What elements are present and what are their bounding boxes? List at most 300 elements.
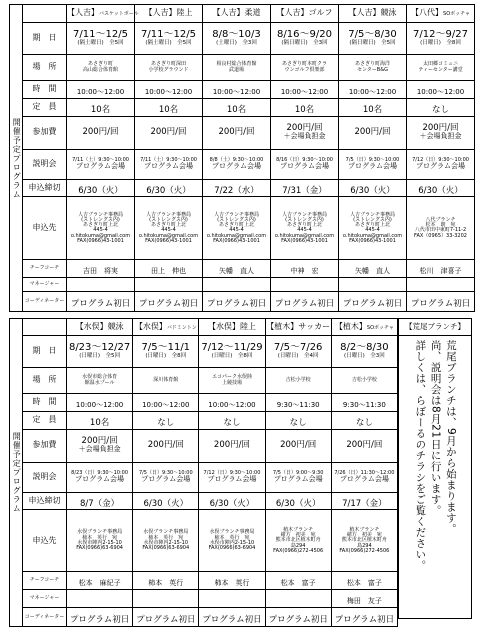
capacity-value: なし — [355, 417, 373, 428]
deadline-cell — [199, 492, 265, 510]
row-label-period: 期 日 — [23, 23, 67, 55]
apply-line: 445-4 — [93, 227, 108, 234]
briefing-cell — [265, 462, 331, 492]
place-cell — [339, 55, 407, 81]
apply-email: o.hitokuma@gmail.com — [206, 232, 267, 239]
period-cell — [339, 23, 407, 55]
deadline-value: 7/22（水） — [214, 185, 259, 196]
chief-coach-cell — [339, 260, 407, 278]
capacity-value: 10名 — [89, 417, 110, 428]
program-header — [133, 319, 199, 336]
fee-cell — [331, 429, 397, 462]
period-cell — [135, 23, 203, 55]
place-line: あさぎり町 — [87, 61, 113, 68]
time-value: 10:00～12:00 — [142, 401, 190, 409]
capacity-cell — [265, 411, 331, 429]
fee-line: 200円/回 — [150, 127, 187, 138]
chief-coach-name: 松川 津喜子 — [419, 267, 462, 276]
row-manager — [10, 590, 398, 608]
period-range: 7/11～12/5 — [73, 29, 128, 41]
time-value: 10:00～12:00 — [416, 88, 465, 96]
place-line: 水俣市総合体育 — [82, 374, 118, 381]
apply-line: (ストレングス内) — [81, 216, 120, 223]
program-header — [203, 5, 271, 23]
apply-line: 熊本市北区植木町舟 — [275, 537, 321, 544]
briefing-date: 7/11（土）9:30～10:00 — [72, 156, 129, 163]
briefing-venue: プログラム会場 — [207, 475, 257, 484]
apply-line: 柿本 英行 宛 — [82, 534, 118, 541]
apply-line: 人吉ブランチ事務局 — [281, 211, 327, 218]
row-fee — [10, 116, 475, 149]
briefing-cell — [133, 462, 199, 492]
briefing-venue: プログラム会場 — [348, 162, 397, 171]
program-header — [199, 319, 265, 336]
apply-line: 柿本 英行 宛 — [214, 534, 250, 541]
place-line: 吉松小学校 — [285, 376, 311, 383]
conditioning-value: プログラム初日 — [334, 614, 395, 625]
time-cell — [67, 81, 135, 99]
time-value: 10:00～12:00 — [144, 88, 193, 96]
corner-cell — [23, 5, 67, 23]
row-deadline — [10, 179, 475, 197]
period-days: (日曜日) 全4回 — [277, 352, 319, 359]
apply-line: 水俣ブランチ事務局 — [209, 529, 255, 536]
apply-fax: FAX（0965）33-3202 — [414, 232, 467, 239]
apply-line: 445-4 — [161, 227, 176, 234]
apply-cell — [199, 510, 265, 572]
apply-line: 人吉ブランチ事務局 — [145, 211, 191, 218]
apply-line: 445-4 — [229, 227, 244, 234]
chief-coach-name: 田上 伸也 — [151, 267, 186, 276]
period-days: (日曜日) 全5回 — [79, 352, 120, 359]
deadline-value: 7/17（金） — [342, 498, 387, 509]
apply-line: 島294 — [357, 542, 372, 549]
apply-email: o.hitokuma@gmail.com — [70, 232, 131, 239]
briefing-venue: プログラム会場 — [280, 162, 329, 171]
apply-cell — [133, 510, 199, 572]
apply-line: 熊本市北区植木町舟 — [341, 537, 387, 544]
briefing-date: 7/5（日）9:30～10:00 — [138, 469, 193, 476]
briefing-date: 7/12（日）9:30～10:00 — [412, 156, 469, 163]
place-line: あさぎり町海洋 — [354, 61, 390, 68]
row-fee — [10, 429, 398, 462]
side-label: 開催予定プログラム — [10, 319, 23, 627]
fee-cell — [133, 429, 199, 462]
apply-line: 水俣市陣内2-15-10 — [143, 539, 189, 546]
arao-note-line: 荒尾ブランチは、9月から始まります。 — [444, 340, 457, 535]
period-days: (日曜日) 全8回 — [420, 39, 461, 46]
program-header — [407, 5, 475, 23]
briefing-cell — [67, 149, 135, 179]
chief-coach-cell — [67, 260, 135, 278]
row-label-place: 場 所 — [23, 368, 67, 394]
period-range: 7/11～12/5 — [141, 29, 196, 41]
capacity-value: なし — [223, 417, 241, 428]
place-line: 深川体育館 — [153, 376, 179, 383]
row-capacity — [10, 411, 398, 429]
deadline-value: 6/30（火） — [418, 185, 463, 196]
program-sport-name: ゴルフ — [308, 8, 333, 18]
fee-cell — [271, 116, 339, 149]
period-days: (隔土曜日) 全5回 — [145, 39, 192, 46]
time-cell — [339, 81, 407, 99]
apply-email: 八代市田中東町7-11-2 — [414, 227, 467, 234]
time-cell — [407, 81, 475, 99]
place-line: 武道場 — [228, 66, 244, 73]
briefing-cell — [135, 149, 203, 179]
time-cell — [133, 394, 199, 412]
conditioning-cell — [133, 608, 199, 627]
row-conditioning — [10, 608, 398, 627]
time-cell — [265, 394, 331, 412]
conditioning-cell — [67, 608, 133, 627]
deadline-value: 6/30（火） — [78, 185, 123, 196]
chief-coach-name: 矢幡 直人 — [219, 267, 254, 276]
deadline-cell — [407, 179, 475, 197]
header-row — [10, 319, 398, 336]
deadline-value: 8/7（金） — [80, 498, 120, 509]
row-label-chief-coach: チーフコーチ — [23, 260, 67, 278]
period-days: (日曜日) 全8回 — [211, 352, 253, 359]
period-cell — [67, 336, 133, 368]
program-sport-name: 競泳 — [380, 8, 397, 18]
header-row — [10, 5, 475, 23]
deadline-cell — [203, 179, 271, 197]
arao-branch-note — [412, 340, 458, 610]
row-label-period: 期 日 — [23, 336, 67, 368]
place-cell — [135, 55, 203, 81]
chief-coach-name: 吉田 将実 — [83, 267, 118, 276]
chief-coach-name: 松本 麻紀子 — [78, 579, 121, 588]
capacity-value: 10名 — [158, 104, 179, 115]
apply-email: o.hitokuma@gmail.com — [342, 232, 403, 239]
program-region: 【人吉】 — [67, 8, 99, 18]
row-label-briefing: 説明会 — [23, 462, 67, 492]
row-label-conditioning: コーディネーター — [23, 292, 67, 312]
chief-coach-cell — [133, 572, 199, 590]
briefing-venue: プログラム会場 — [416, 162, 465, 171]
apply-cell — [203, 197, 271, 260]
deadline-value: 6/30（火） — [275, 498, 321, 509]
briefing-date: 7/12（日）9:30～10:00 — [203, 469, 261, 476]
capacity-cell — [199, 411, 265, 429]
apply-line: (ストレングス内) — [285, 216, 324, 223]
capacity-cell — [133, 411, 199, 429]
apply-cell — [67, 197, 135, 260]
capacity-cell — [203, 98, 271, 116]
row-briefing — [10, 462, 398, 492]
deadline-cell — [271, 179, 339, 197]
briefing-cell — [67, 462, 133, 492]
program-sport-name: 陸上 — [239, 321, 256, 331]
row-label-fee: 参加費 — [23, 429, 67, 462]
program-sport-name: 柔道 — [244, 8, 261, 18]
capacity-value: 10名 — [362, 104, 383, 115]
fee-line: 200円/回 — [280, 440, 317, 451]
period-range: 7/5～7/26 — [273, 342, 323, 354]
program-region: 【人吉】 — [144, 8, 177, 18]
place-line: 高山総合体育館 — [82, 66, 118, 73]
place-cell — [271, 55, 339, 81]
period-range: 8/16～9/20 — [277, 29, 332, 41]
place-line: 吉松小学校 — [351, 376, 377, 383]
deadline-cell — [331, 492, 397, 510]
conditioning-cell — [67, 292, 135, 312]
chief-coach-name: 中神 宏 — [290, 267, 319, 276]
period-days: (隔日曜日) 全5回 — [349, 39, 396, 46]
row-time — [10, 81, 475, 99]
apply-line: 445-4 — [297, 227, 312, 234]
briefing-date: 7/26（日）11:30～12:00 — [334, 469, 395, 476]
apply-cell — [135, 197, 203, 260]
program-sport-name: サッカー — [298, 321, 331, 331]
row-chief-coach — [10, 260, 475, 278]
time-value: 9:30～11:30 — [342, 401, 386, 409]
chief-coach-cell — [331, 572, 397, 590]
apply-line: 緒方 初美 宛 — [346, 532, 382, 539]
fee-cell — [203, 116, 271, 149]
deadline-value: 7/31（金） — [282, 185, 327, 196]
apply-line: (ストレングス内) — [353, 216, 392, 223]
time-value: 9:30～11:30 — [276, 401, 320, 409]
row-label-time: 時 間 — [23, 81, 67, 99]
row-period — [10, 23, 475, 55]
manager-cell — [407, 278, 475, 292]
place-cell — [67, 55, 135, 81]
program-sport-name: 陸上 — [176, 8, 193, 18]
conditioning-cell — [339, 292, 407, 312]
time-value: 10:00～12:00 — [280, 88, 329, 96]
apply-fax: FAX(0966)272-4506 — [339, 547, 390, 554]
program-header — [265, 319, 331, 336]
place-line: 相良村総合体育館 — [216, 61, 257, 68]
period-cell — [199, 336, 265, 368]
period-range: 7/5～8/30 — [348, 29, 397, 41]
fee-line: 200円/回 — [422, 123, 459, 134]
fee-cell — [135, 116, 203, 149]
place-line: あさぎり町本町クラ — [281, 61, 327, 68]
manager-cell — [135, 278, 203, 292]
period-range: 8/8～10/3 — [212, 29, 261, 41]
row-place — [10, 368, 398, 394]
conditioning-cell — [331, 608, 397, 627]
fee-line: ＋会場負担金 — [283, 132, 326, 141]
manager-cell — [199, 590, 265, 608]
program-region: 【水俣】 — [207, 321, 240, 331]
place-line: センターB&G — [356, 66, 388, 73]
row-apply — [10, 510, 398, 572]
chief-coach-cell — [203, 260, 271, 278]
apply-line: 水俣ブランチ事務局 — [143, 529, 189, 536]
conditioning-cell — [265, 608, 331, 627]
chief-coach-name: 松本 富子 — [280, 579, 316, 588]
apply-email: o.hitokuma@gmail.com — [138, 232, 199, 239]
program-sport-name: バドミントン — [166, 324, 197, 331]
chief-coach-cell — [199, 572, 265, 590]
time-value: 10:00～12:00 — [208, 401, 256, 409]
row-label-place: 場 所 — [23, 55, 67, 81]
row-label-chief-coach: チーフコーチ — [23, 572, 67, 590]
time-value: 10:00～12:00 — [76, 88, 125, 96]
apply-line: 人吉ブランチ事務局 — [349, 211, 395, 218]
apply-cell — [265, 510, 331, 572]
time-value: 10:00～12:00 — [75, 401, 124, 409]
row-capacity — [10, 98, 475, 116]
manager-cell — [203, 278, 271, 292]
briefing-cell — [203, 149, 271, 179]
deadline-value: 6/30（火） — [143, 498, 189, 509]
row-label-deadline: 申込締切 — [23, 179, 67, 197]
program-region: 【植木】 — [266, 321, 299, 331]
fee-cell — [407, 116, 475, 149]
place-cell — [133, 368, 199, 394]
capacity-cell — [67, 98, 135, 116]
period-cell — [271, 23, 339, 55]
row-label-capacity: 定 員 — [23, 411, 67, 429]
row-conditioning — [10, 292, 475, 312]
period-cell — [265, 336, 331, 368]
conditioning-value: プログラム初日 — [274, 299, 335, 310]
program-region: 【水俣】 — [134, 321, 167, 331]
deadline-cell — [67, 179, 135, 197]
chief-coach-cell — [135, 260, 203, 278]
fee-line: 200円/回 — [286, 123, 323, 134]
place-cell — [407, 55, 475, 81]
period-range: 8/2～8/30 — [340, 342, 389, 354]
manager-cell — [265, 590, 331, 608]
place-line: 上競技場 — [221, 379, 242, 386]
time-cell — [203, 81, 271, 99]
apply-email: o.hitokuma@gmail.com — [274, 232, 335, 239]
period-cell — [67, 23, 135, 55]
apply-line: あさぎり町上北 — [150, 222, 186, 229]
manager-cell — [133, 590, 199, 608]
program-region: 【人吉】 — [276, 8, 309, 18]
apply-line: 人吉ブランチ事務局 — [213, 211, 259, 218]
chief-coach-cell — [407, 260, 475, 278]
arao-note-line: 尚、説明会は8月21日に行います。 — [429, 340, 442, 516]
apply-line: (ストレングス内) — [217, 216, 256, 223]
apply-line: 植木ブランチ — [349, 526, 380, 533]
time-value: 10:00～12:00 — [212, 88, 261, 96]
schedule-table-top — [9, 4, 475, 312]
row-label-briefing: 説明会 — [23, 149, 67, 179]
deadline-cell — [133, 492, 199, 510]
apply-cell — [271, 197, 339, 260]
apply-cell — [407, 197, 475, 260]
side-label: 開催予定プログラム — [10, 5, 23, 312]
time-cell — [67, 394, 133, 412]
conditioning-value: プログラム初日 — [268, 614, 328, 625]
conditioning-cell — [199, 608, 265, 627]
apply-fax: FAX(0966)43-1001 — [213, 237, 260, 244]
corner-cell — [23, 319, 67, 336]
fee-line: 200円/回 — [218, 127, 255, 138]
program-region: 【植木】 — [334, 321, 367, 331]
place-line: ティーセンター講堂 — [418, 66, 463, 73]
row-label-apply: 申込先 — [23, 197, 67, 260]
period-days: (隔日曜日) 全3回 — [281, 39, 328, 46]
manager-cell — [271, 278, 339, 292]
apply-line: 植木ブランチ — [283, 526, 314, 533]
briefing-date: 8/8（土）9:30～10:00 — [209, 156, 264, 163]
conditioning-cell — [135, 292, 203, 312]
briefing-venue: プログラム会場 — [339, 475, 389, 484]
fee-cell — [339, 116, 407, 149]
period-days: (日曜日) 全8回 — [145, 352, 187, 359]
row-label-manager: マネージャー — [23, 590, 67, 608]
apply-fax: FAX(0966)43-1001 — [145, 237, 192, 244]
briefing-venue: プログラム会場 — [212, 162, 261, 171]
period-range: 7/12～11/29 — [201, 342, 263, 354]
apply-fax: FAX(0966)43-1001 — [281, 237, 328, 244]
program-sport-name: SOボッチャ — [366, 324, 394, 331]
fee-line: 200円/回 — [346, 440, 383, 451]
period-days: (隔土曜日) 全5回 — [77, 39, 124, 46]
period-days: (土曜日) 全3回 — [216, 39, 257, 46]
period-cell — [407, 23, 475, 55]
row-manager — [10, 278, 475, 292]
period-cell — [331, 336, 397, 368]
briefing-venue: プログラム会場 — [141, 475, 191, 484]
manager-name: 梅田 友子 — [346, 597, 382, 606]
row-label-fee: 参加費 — [23, 116, 67, 149]
place-line: 小学校グラウンド — [148, 66, 189, 73]
apply-fax: FAX(0966)43-1001 — [77, 237, 124, 244]
deadline-value: 6/30（火） — [350, 185, 395, 196]
place-cell — [265, 368, 331, 394]
briefing-date: 7/5（日）9:00～9:30 — [272, 469, 324, 476]
program-region: 【人吉】 — [348, 8, 381, 18]
apply-fax: FAX(0966)43-1001 — [349, 237, 396, 244]
program-header — [67, 319, 133, 336]
place-line: ウンゴルフ倶楽部 — [284, 66, 325, 73]
apply-fax: FAX(0966)63-6904 — [208, 545, 256, 552]
deadline-cell — [265, 492, 331, 510]
apply-line: 水俣ブランチ事務局 — [77, 529, 123, 536]
row-place — [10, 55, 475, 81]
program-region: 【八代】 — [411, 8, 444, 18]
briefing-cell — [331, 462, 397, 492]
apply-line: 島294 — [290, 542, 306, 549]
conditioning-value: プログラム初日 — [202, 614, 262, 625]
row-deadline — [10, 492, 398, 510]
program-header — [339, 5, 407, 23]
capacity-cell — [407, 98, 475, 116]
apply-line: 八代ブランチ — [425, 216, 456, 223]
briefing-cell — [271, 149, 339, 179]
briefing-venue: プログラム会場 — [144, 162, 193, 171]
capacity-cell — [135, 98, 203, 116]
capacity-value: なし — [157, 417, 175, 428]
time-cell — [271, 81, 339, 99]
apply-line: あさぎり町上北 — [286, 222, 322, 229]
fee-line: 200円/回 — [81, 436, 118, 447]
briefing-cell — [199, 462, 265, 492]
deadline-cell — [67, 492, 133, 510]
place-line: あさぎり町深田 — [150, 61, 186, 68]
briefing-date: 7/5（日）9:30～10:00 — [345, 156, 400, 163]
capacity-cell — [331, 411, 397, 429]
conditioning-cell — [407, 292, 475, 312]
apply-cell — [67, 510, 133, 572]
manager-cell — [67, 278, 135, 292]
chief-coach-cell — [265, 572, 331, 590]
conditioning-value: プログラム初日 — [69, 614, 130, 625]
place-line: エコパーク水俣陸 — [211, 374, 252, 381]
program-header — [67, 5, 139, 23]
conditioning-value: プログラム初日 — [138, 299, 199, 310]
